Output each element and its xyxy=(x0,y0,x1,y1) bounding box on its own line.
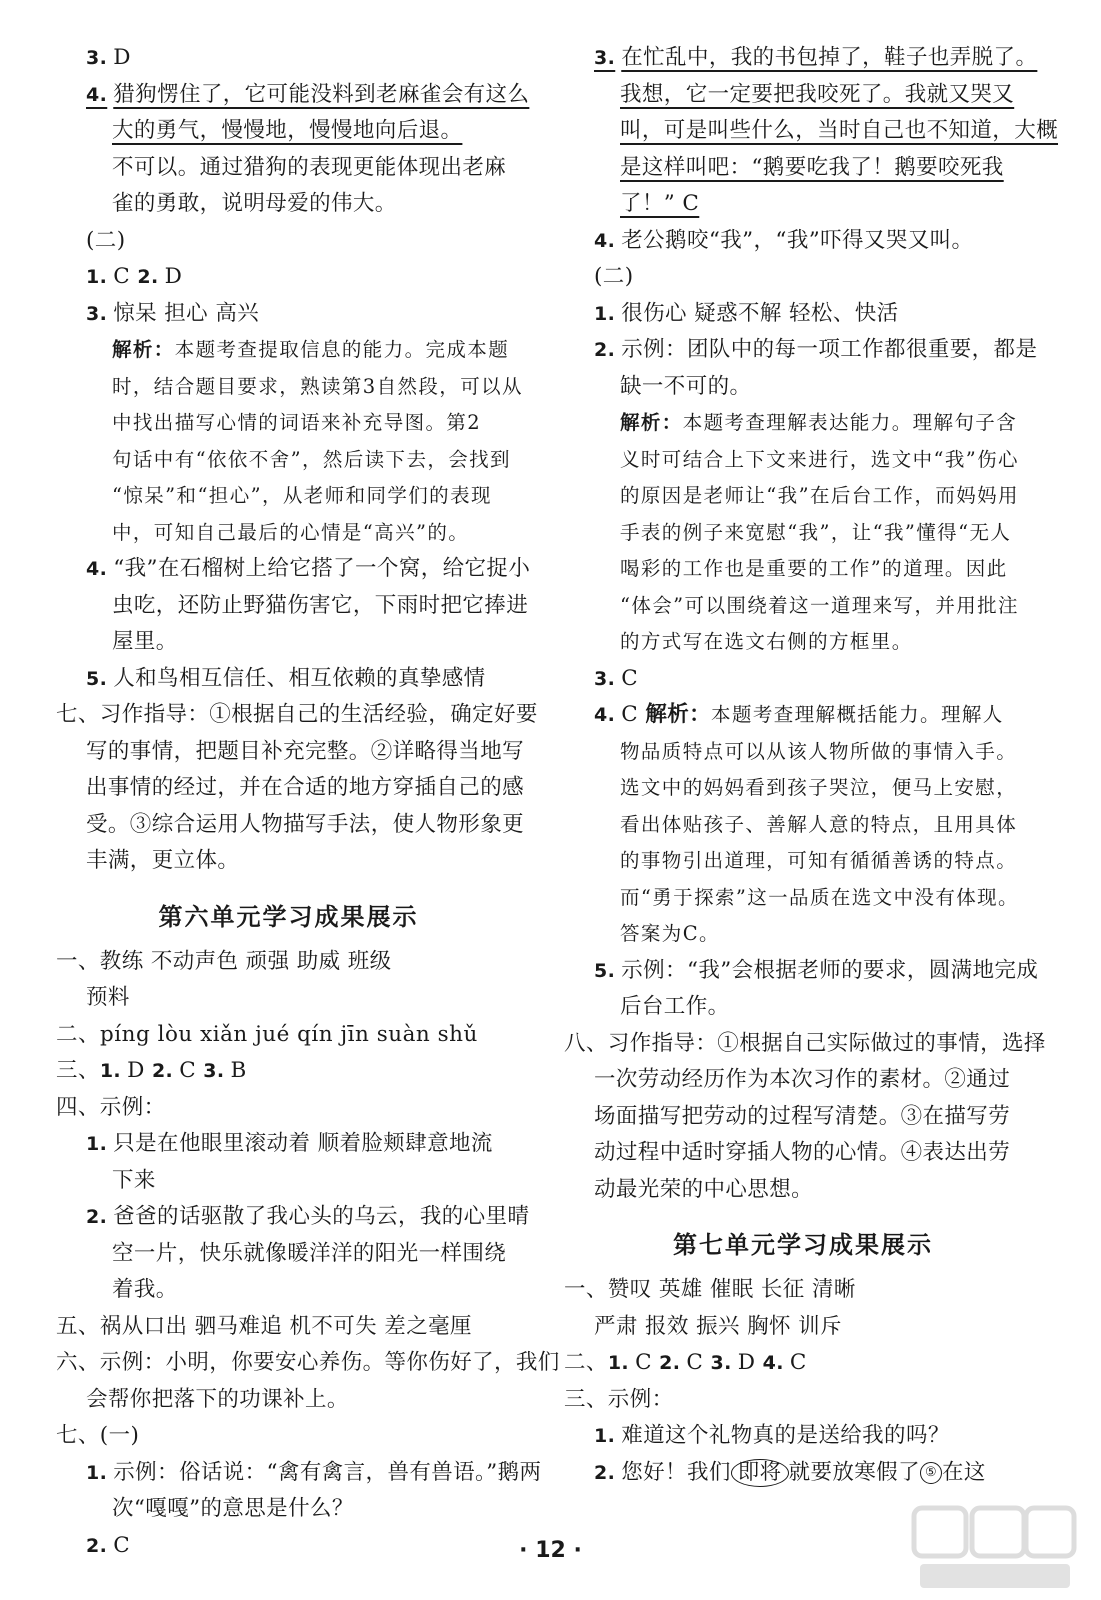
answer-line: 3. D xyxy=(86,45,131,70)
answer-line: 解析：本题考查理解表达能力。理解句子含 xyxy=(620,411,1018,434)
answer-line: 时，结合题目要求，熟读第3自然段，可以从 xyxy=(112,374,523,398)
item-number: 2. xyxy=(86,1534,108,1557)
answer-line: 3. C xyxy=(594,665,639,691)
page-number: · 12 · xyxy=(519,1538,582,1563)
item-number: 2. xyxy=(151,1060,174,1082)
item-number: 2. xyxy=(594,339,616,361)
item-number: 3. xyxy=(86,47,108,69)
answer-line: 2. C xyxy=(86,1532,131,1558)
answer-line: 答案为C。 xyxy=(620,922,720,945)
item-number: 4. xyxy=(594,229,616,252)
answer-line: 三、1. D 2. C 3. B xyxy=(56,1058,247,1083)
answer-line: 二、1. C 2. C 3. D 4. C xyxy=(564,1350,807,1375)
item-number: 4. xyxy=(762,1352,784,1374)
item-number: 3. xyxy=(594,667,616,690)
answer-line: 中找出描写心情的词语来补充导图。第2 xyxy=(112,411,482,434)
analysis-label: 解析： xyxy=(620,411,683,434)
item-number: 4. xyxy=(594,704,616,726)
answer-line: “惊呆”和“担心”，从老师和同学们的表现 xyxy=(112,484,492,507)
answer-line: 会帮你把落下的功课补上。 xyxy=(86,1386,349,1412)
answer-line: 一、教练 不动声色 顽强 助威 班级 xyxy=(56,948,392,974)
answer-line: 虫吃，还防止野猫伤害它，下雨时把它捧进 xyxy=(112,592,529,618)
answer-line: 场面描写把劳动的过程写清楚。③在描写劳 xyxy=(594,1103,1011,1129)
item-number: 2. xyxy=(86,1206,108,1228)
item-number: 1. xyxy=(86,1133,108,1155)
answer-line: 叫，可是叫些什么，当时自己也不知道，大概 xyxy=(620,118,1059,143)
answer-line: 的原因是老师让“我”在后台工作，而妈妈用 xyxy=(620,484,1019,507)
answer-line: 四、示例： xyxy=(56,1094,166,1120)
answer-line: (二) xyxy=(594,264,634,289)
answer-line: 一、赞叹 英雄 催眠 长征 清晰 xyxy=(564,1277,856,1302)
analysis-label: 解析： xyxy=(112,338,175,361)
answer-line: 了！” C xyxy=(620,191,700,216)
answer-line: 缺一不可的。 xyxy=(620,373,752,399)
answer-line: 中，可知自己最后的心情是“高兴”的。 xyxy=(112,520,470,544)
answer-line: 七、(一) xyxy=(56,1423,140,1448)
answer-line: 次“嘎嘎”的意思是什么？ xyxy=(112,1496,354,1521)
right-column xyxy=(564,40,1059,1491)
answer-line: 不可以。通过猎狗的表现更能体现出老麻 xyxy=(112,154,507,180)
answer-line: 1. 难道这个礼物真的是送给我的吗？ xyxy=(594,1423,950,1448)
answer-line: 着我。 xyxy=(112,1277,178,1302)
answer-line: 我想，它一定要把我咬死了。我就又哭又 xyxy=(620,81,1015,107)
item-number: 1. xyxy=(86,266,108,288)
answer-line: 三、示例： xyxy=(564,1386,674,1412)
answer-line: 喝彩的工作也是重要的工作”的道理。因此 xyxy=(620,557,1008,580)
item-number: 1. xyxy=(607,1352,630,1374)
answer-line: 动过程中适时穿插人物的心情。④表达出劳 xyxy=(594,1140,1011,1165)
circled-word: 即将 xyxy=(731,1459,789,1487)
item-number: 1. xyxy=(86,1461,108,1484)
answer-line: 的事物引出道理，可知有循循善诱的特点。 xyxy=(620,849,1018,872)
item-number: 5. xyxy=(86,667,108,690)
answer-line: 后台工作。 xyxy=(620,994,730,1019)
watermark-logo xyxy=(900,1500,1080,1595)
answer-line: 六、示例：小明，你要安心养伤。等你伤好了，我们 xyxy=(56,1350,560,1375)
answer-line: 看出体贴孩子、善解人意的特点，且用具体 xyxy=(620,812,1018,836)
answer-line: 屋里。 xyxy=(112,629,178,654)
section-title: 第七单元学习成果展示 xyxy=(673,1231,933,1259)
answer-line: 大的勇气，慢慢地，慢慢地向后退。 xyxy=(112,118,463,143)
answer-line: 一次劳动经历作为本次习作的素材。②通过 xyxy=(594,1067,1011,1092)
answer-line: 句话中有“依依不舍”，然后读下去，会找到 xyxy=(112,447,511,471)
answer-line: 1. 很伤心 疑惑不解 轻松、快活 xyxy=(594,300,899,326)
answer-line: 2. 示例：团队中的每一项工作都很重要，都是 xyxy=(594,337,1038,362)
item-number: 2. xyxy=(659,1352,681,1374)
item-number: 1. xyxy=(594,1425,616,1447)
item-number: 1. xyxy=(99,1060,122,1082)
item-number: 5. xyxy=(594,959,616,982)
answer-line: 而“勇于探索”这一品质在选文中没有体现。 xyxy=(620,885,1019,909)
answer-line: 物品质特点可以从该人物所做的事情入手。 xyxy=(620,739,1018,763)
answer-line: (二) xyxy=(86,227,126,253)
analysis-label: 解析： xyxy=(645,702,712,727)
answer-line: 3. 在忙乱中，我的书包掉了，鞋子也弄脱了。 xyxy=(594,45,1038,70)
section-title: 第六单元学习成果展示 xyxy=(158,902,419,931)
answer-line: 手表的例子来宽慰“我”，让“我”懂得“无人 xyxy=(620,520,1012,544)
answer-line: 义时可结合上下文来进行，选文中“我”伤心 xyxy=(620,447,1019,471)
answer-line: 选文中的妈妈看到孩子哭泣，便马上安慰， xyxy=(620,776,1018,799)
answer-line: 八、习作指导：①根据自己实际做过的事情，选择 xyxy=(564,1030,1046,1056)
answer-line: 2. 爸爸的话驱散了我心头的乌云，我的心里晴 xyxy=(86,1204,530,1229)
answer-line: 雀的勇敢，说明母爱的伟大。 xyxy=(112,191,397,216)
answer-line: 出事情的经过，并在合适的地方穿插自己的感 xyxy=(86,775,525,800)
item-number: 1. xyxy=(594,302,616,325)
answer-line: 写的事情，把题目补充完整。②详略得当地写 xyxy=(86,738,525,764)
item-number: 4. xyxy=(86,558,108,580)
answer-line: 动最光荣的中心思想。 xyxy=(594,1176,814,1202)
answer-line: 严肃 报效 振兴 胸怀 训斥 xyxy=(594,1313,842,1339)
answer-line: 丰满，更立体。 xyxy=(86,848,240,873)
item-number: 3. xyxy=(86,302,108,325)
answer-line: 下来 xyxy=(112,1167,156,1193)
answer-line: 2. 您好！我们 即将 就要放寒假了 ⑤ 在这 xyxy=(594,1459,986,1485)
answer-line: 3. 惊呆 担心 高兴 xyxy=(86,300,260,326)
answer-line: 预料 xyxy=(86,985,130,1010)
item-number: 3. xyxy=(203,1060,225,1082)
answer-line: 五、祸从口出 驷马难追 机不可失 差之毫厘 xyxy=(56,1313,472,1339)
answer-line: 1. C 2. D xyxy=(86,264,183,289)
answer-line: “体会”可以围绕着这一道理来写，并用批注 xyxy=(620,593,1019,617)
answer-line: 解析：本题考查提取信息的能力。完成本题 xyxy=(112,338,510,361)
answer-line: 5. 示例：“我”会根据老师的要求，圆满地完成 xyxy=(594,957,1039,983)
answer-line: 4. C 解析：本题考查理解概括能力。理解人 xyxy=(594,702,1004,727)
answer-line: 受。③综合运用人物描写手法，使人物形象更 xyxy=(86,811,525,837)
item-number: 2. xyxy=(137,266,159,288)
answer-line: 4. 老公鹅咬“我”，“我”吓得又哭又叫。 xyxy=(594,227,974,253)
answer-line: 七、习作指导：①根据自己的生活经验，确定好要 xyxy=(56,702,538,727)
answer-line: 1. 示例：俗话说：“禽有禽言，兽有兽语。”鹅两 xyxy=(86,1459,542,1485)
item-number: 3. xyxy=(594,47,616,69)
answer-line: 空一片，快乐就像暖洋洋的阳光一样围绕 xyxy=(112,1240,507,1266)
item-number: 4. xyxy=(86,83,108,106)
answer-line: 4. “我”在石榴树上给它搭了一个窝，给它捉小 xyxy=(86,556,531,581)
item-number: 2. xyxy=(594,1461,616,1484)
answer-line: 1. 只是在他眼里滚动着 顺着脸颊肆意地流 xyxy=(86,1131,493,1156)
item-number: 3. xyxy=(710,1352,732,1374)
punctuation-mark-annotation: ⑤ xyxy=(920,1462,942,1484)
answer-line: 二、píng lòu xiǎn jué qín jīn suàn shǔ xyxy=(56,1021,478,1047)
answer-line: 的方式写在选文右侧的方框里。 xyxy=(620,630,913,653)
answer-line: 4. 猎狗愣住了，它可能没料到老麻雀会有这么 xyxy=(86,81,530,107)
answer-line: 是这样叫吧：“鹅要吃我了！鹅要咬死我 xyxy=(620,154,1004,180)
answer-line: 5. 人和鸟相互信任、相互依赖的真挚感情 xyxy=(86,665,486,691)
